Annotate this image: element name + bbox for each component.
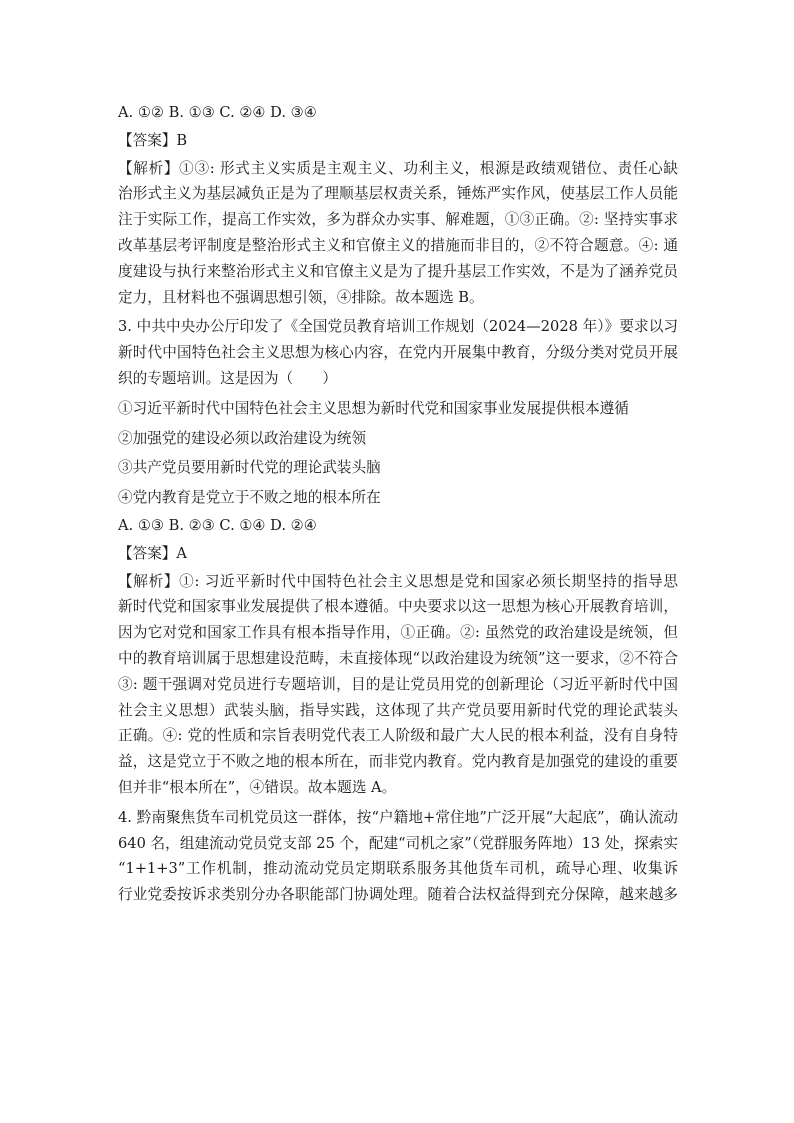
q3-answer: 【答案】A [118, 544, 187, 562]
q3-analysis-line: 【解析】①: 习近平新时代中国特色社会主义思想是党和国家必须长期坚持的指导思 [118, 572, 678, 590]
q3-analysis-line: 因为它对党和国家工作具有根本指导作用，①正确。②: 虽然党的政治建设是统领，但 [118, 624, 678, 642]
q4-stem-line: 640 名，组建流动党员党支部 25 个，配建“司机之家”（党群服务阵地）13 处，探索实 [118, 834, 678, 852]
q2-analysis-line: 改革基层考评制度是整治形式主义和官僚主义的措施而非目的，②不符合题意。④: 通 [118, 236, 678, 254]
q3-analysis-line: 益，这是党立于不败之地的根本所在，而非党内教育。党内教育是加强党的建设的重要 [118, 753, 678, 771]
q4-stem-line: “1+1+3”工作机制，推动流动党员定期联系服务其他货车司机，疏导心理、收集诉 [118, 860, 678, 878]
q2-analysis-line: 度建设与执行来整治形式主义和官僚主义是为了提升基层工作实效，不是为了涵养党员 [118, 262, 678, 280]
q3-stem-line: 织的专题培训。这是因为（ ） [118, 369, 337, 387]
q4-stem-line: 4. 黔南聚焦货车司机党员这一群体，按“户籍地+常住地”广泛开展“大起底”，确认流动 [118, 808, 678, 826]
document-page [118, 100, 678, 908]
q2-analysis-line: 治形式主义为基层减负正是为了理顺基层权责关系，锤炼严实作风，使基层工作人员能 [118, 185, 678, 203]
q2-analysis-line: 【解析】①③: 形式主义实质是主观主义、功利主义，根源是政绩观错位、责任心缺 [118, 159, 678, 177]
q2-analysis-line: 定力，且材料也不强调思想引领，④排除。故本题选 B。 [118, 288, 484, 306]
q2-answer: 【答案】B [118, 131, 188, 149]
q4-stem [118, 805, 678, 908]
q2-analysis-line: 注于实际工作，提高工作实效，多为群众办实事、解难题，①③正确。②: 坚持实事求 [118, 211, 678, 229]
q3-analysis-line: 新时代党和国家事业发展提供了根本遵循。中央要求以这一思想为核心开展教育培训， [118, 598, 678, 616]
q3-analysis-line: ③: 题干强调对党员进行专题培训，目的是让党员用党的创新理论（习近平新时代中国 [118, 675, 678, 693]
q3-options: A. ①③ B. ②③ C. ①④ D. ②④ [118, 516, 317, 534]
q3-item: ③共产党员要用新时代党的理论武装头脑 [118, 459, 381, 477]
q3-stem [118, 314, 678, 391]
q3-stem-line: 新时代中国特色社会主义思想为核心内容，在党内开展集中教育，分级分类对党员开展 [118, 344, 678, 362]
q2-options: A. ①② B. ①③ C. ②④ D. ③④ [118, 104, 317, 121]
q3-analysis-line: 但并非“根本所在”，④错误。故本题选 A。 [118, 778, 397, 796]
q3-analysis-line: 中的教育培训属于思想建设范畴，未直接体现“以政治建设为统领”这一要求，②不符合 [118, 649, 678, 667]
q3-items [118, 396, 678, 511]
q3-item: ④党内教育是党立于不败之地的根本所在 [118, 489, 381, 507]
q3-stem-line: 3. 中共中央办公厅印发了《全国党员教育培训工作规划（2024—2028 年）》要求以习 [118, 318, 678, 336]
q4-stem-line: 行业党委按诉求类别分办各职能部门协调处理。随着合法权益得到充分保障，越来越多 [118, 886, 678, 904]
q2-analysis [118, 156, 678, 311]
q3-item: ②加强党的建设必须以政治建设为统领 [118, 429, 367, 447]
q3-analysis-line: 正确。④: 党的性质和宗旨表明党代表工人阶级和最广大人民的根本利益，没有自身特 [118, 727, 678, 745]
q3-item: ①习近平新时代中国特色社会主义思想为新时代党和国家事业发展提供根本遵循 [118, 399, 629, 417]
q3-analysis-line: 社会主义思想）武装头脑，指导实践，这体现了共产党员要用新时代党的理论武装头 [118, 701, 678, 719]
q3-analysis [118, 569, 678, 801]
